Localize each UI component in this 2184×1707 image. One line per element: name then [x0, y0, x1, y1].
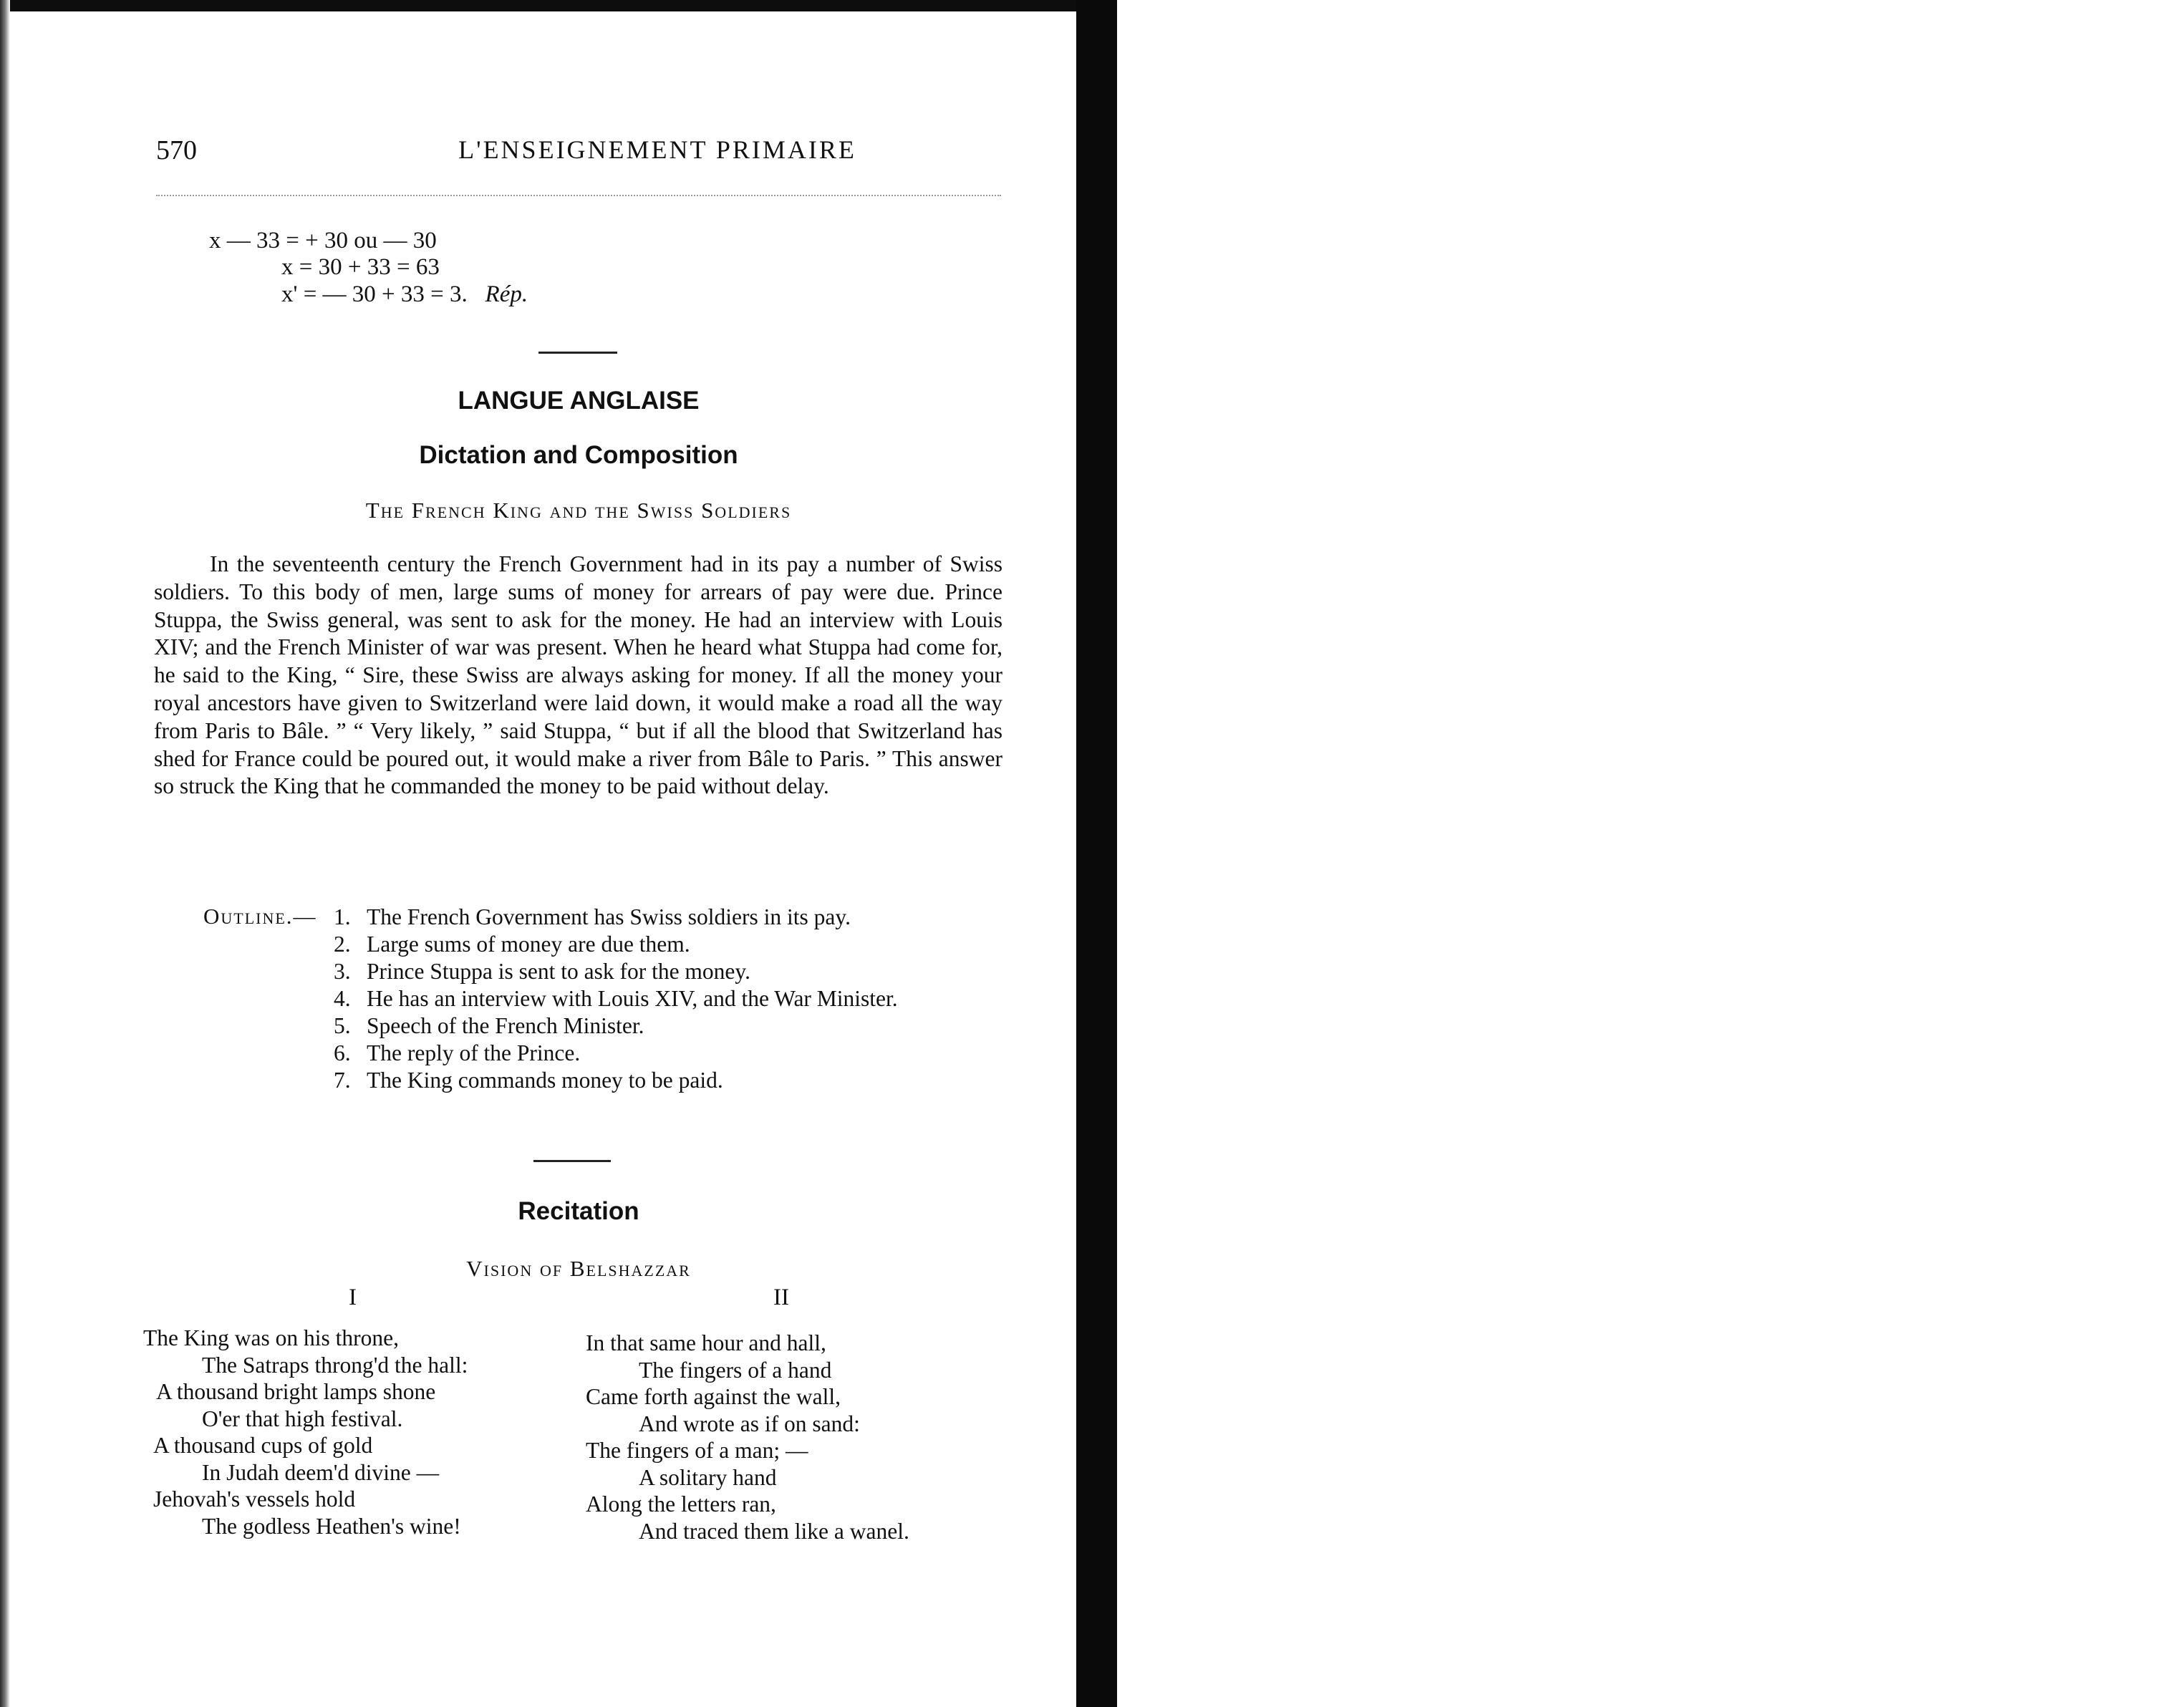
poem-line: Came forth against the wall, [586, 1384, 841, 1409]
outline-item-text: Large sums of money are due them. [367, 932, 690, 957]
outline-item-number: 3. [334, 959, 351, 984]
header-rule [156, 195, 1001, 196]
equation-line-1: x — 33 = + 30 ou — 30 [209, 228, 437, 253]
outline-item [334, 1067, 1007, 1094]
document-page [0, 0, 1076, 1707]
outline-item [334, 985, 1007, 1012]
outline-item-text: Prince Stuppa is sent to ask for the money. [367, 959, 750, 984]
stanza-2 [586, 1330, 909, 1544]
section-subtitle: Dictation and Composition [419, 441, 738, 469]
poem-line: Along the letters ran, [586, 1491, 776, 1517]
equation-line-3 [281, 281, 528, 308]
stanza-1 [143, 1325, 468, 1539]
outline-item-text: The reply of the Prince. [367, 1040, 581, 1065]
section-title: LANGUE ANGLAISE [458, 387, 700, 415]
poem-line: The Satraps throng'd the hall: [202, 1352, 468, 1378]
outline-item [334, 958, 1007, 985]
outline-item-number: 7. [334, 1068, 351, 1093]
outline-item-text: Speech of the French Minister. [367, 1013, 644, 1038]
running-title: L'ENSEIGNEMENT PRIMAIRE [458, 135, 856, 164]
outline-item-text: He has an interview with Louis XIV, and the War Minister. [367, 986, 898, 1011]
outline-item-number: 2. [334, 932, 351, 957]
poem-line: A solitary hand [639, 1464, 777, 1490]
poem-line: O'er that high festival. [202, 1406, 403, 1431]
section-divider-1 [538, 352, 617, 354]
outline-item-text: The French Government has Swiss soldiers in its pay. [367, 904, 851, 929]
equation-line-2: x = 30 + 33 = 63 [281, 254, 440, 280]
margin-glyph-2: u [2174, 1572, 2184, 1592]
scan-right-edge [1076, 0, 2184, 1707]
rep-label: Rép. [485, 281, 528, 307]
section-divider-2 [533, 1160, 611, 1162]
poem-line: The godless Heathen's wine! [202, 1513, 461, 1539]
outline-item [334, 1040, 1007, 1067]
poem-line: A thousand bright lamps shone [156, 1379, 436, 1404]
outline-label: Outline.— [203, 904, 317, 929]
outline-item [334, 931, 1007, 958]
story-title: The French King and the Swiss Soldiers [365, 498, 792, 523]
poem-line: In that same hour and hall, [586, 1330, 826, 1355]
outline-item-number: 4. [334, 986, 351, 1011]
poem-title: Vision of Belshazzar [466, 1256, 691, 1281]
poem-line: A thousand cups of gold [153, 1433, 373, 1458]
poem-line: The King was on his throne, [143, 1325, 399, 1350]
running-header [156, 135, 1001, 175]
outline-item-number: 6. [334, 1040, 351, 1065]
outline-item-number: 5. [334, 1013, 351, 1038]
poem-line: And wrote as if on sand: [639, 1411, 860, 1436]
poem-line: The fingers of a man; — [586, 1438, 808, 1463]
outline-item-text: The King commands money to be paid. [367, 1068, 723, 1093]
outline-item [334, 1012, 1007, 1040]
poem-line: Jehovah's vessels hold [153, 1486, 356, 1512]
poem-line: And traced them like a wanel. [639, 1518, 909, 1544]
recitation-title: Recitation [518, 1197, 639, 1225]
dictation-paragraph: In the seventeenth century the French Government had in its pay a number of Swiss soldiers. To this body of men, large sums of money for arrears of pay were due. Prince Stuppa, the Swiss general, was sent to ask for the money. He had an interview with Louis XIV; and the French Minister of war was present. When he heard what Stuppa had come for, he said to the King, “ Sire, these Swiss are always asking for money. If all the money your royal ancestors have given to Switzerland were laid down, it would make a road all the way from Paris to Bâle. ” “ Very likely, ” said Stuppa, “ but if all the blood that Switzerland has shed for France could be poured out, it would make a river from Bâle to Paris. ” This answer so struck the King that he commanded the money to be paid without delay. [154, 551, 1002, 799]
equation-line-3-text: x' = — 30 + 33 = 3. [281, 281, 468, 307]
stanza-number-1: I [349, 1285, 357, 1310]
outline-list [334, 904, 1007, 1094]
poem-line: In Judah deem'd divine — [202, 1459, 440, 1485]
page-number: 570 [156, 135, 197, 165]
stanza-number-2: II [773, 1285, 789, 1310]
margin-glyph-1: « [2174, 1502, 2183, 1523]
outline-item [334, 904, 1007, 931]
poem-line: The fingers of a hand [639, 1357, 832, 1383]
outline-item-number: 1. [334, 904, 351, 929]
